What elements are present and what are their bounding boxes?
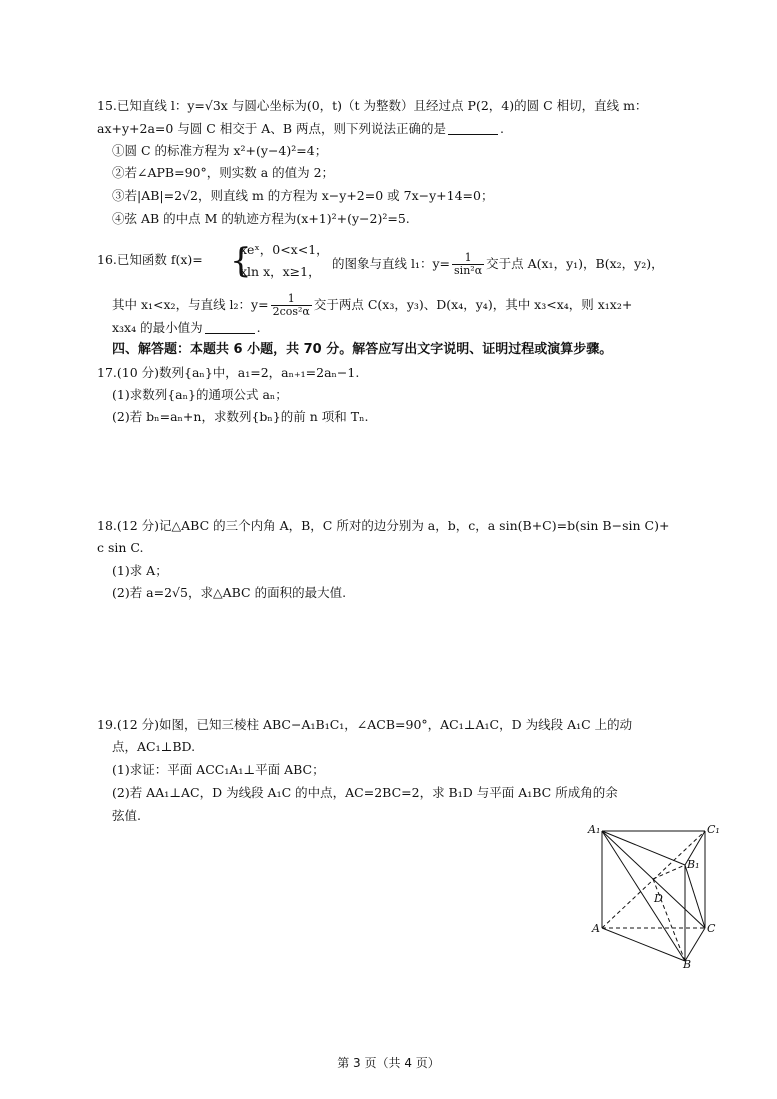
q15-option-4: ④弦 AB 的中点 M 的轨迹方程为(x+1)²+(y−2)²=5.	[112, 211, 410, 226]
q16-l1-tail: 交于点 A(x₁，y₁)，B(x₂，y₂)，	[486, 256, 664, 271]
q16-piece-1: xeˣ，0<x<1，	[240, 242, 329, 257]
q16-frac2-num: 1	[271, 293, 312, 306]
label-a: A	[592, 922, 600, 935]
edge-a1-b	[602, 831, 685, 961]
q18-part2: (2)若 a=2√5，求△ABC 的面积的最大值.	[112, 585, 347, 600]
edge-a1-b1	[602, 831, 685, 865]
q16-fraction-2	[271, 293, 312, 318]
q18-line1: 18.(12 分)记△ABC 的三个内角 A，B，C 所对的边分别为 a，b，c，a sin(B+C)=b(sin B−sin C)+	[97, 518, 670, 533]
edge-d-b1	[653, 865, 685, 879]
q15-line2-end: .	[500, 121, 504, 136]
label-c: C	[707, 922, 716, 935]
q16-frac1-num: 1	[452, 252, 484, 265]
q16-line2	[112, 293, 632, 318]
q15-line2	[97, 121, 504, 137]
q18-part1: (1)求 A；	[112, 563, 168, 578]
q16-l2-text: 其中 x₁<x₂，与直线 l₂：y=	[112, 297, 269, 312]
q16-line3	[112, 320, 261, 336]
q19-line2: 点，AC₁⊥BD.	[112, 739, 196, 754]
edge-b-c	[685, 928, 705, 961]
q15-option-1: ①圆 C 的标准方程为 x²+(y−4)²=4；	[112, 143, 328, 158]
q19-part1: (1)求证：平面 ACC₁A₁⊥平面 ABC；	[112, 762, 325, 777]
q16-frac1-den: sin²α	[454, 264, 483, 277]
q19-part2: (2)若 AA₁⊥AC，D 为线段 A₁C 的中点，AC=2BC=2，求 B₁D 与平面 A₁BC 所成角的余	[112, 785, 618, 800]
q16-line1-rest	[332, 252, 664, 277]
prism-figure	[580, 818, 720, 968]
q16-l3-text: x₃x₄ 的最小值为	[112, 320, 203, 335]
q16-l2-tail: 交于两点 C(x₃，y₃)、D(x₄，y₄)，其中 x₃<x₄，则 x₁x₂+	[313, 297, 633, 312]
q15-line2-text: ax+y+2a=0 与圆 C 相交于 A、B 两点，则下列说法正确的是	[97, 121, 446, 136]
q18-line2: c sin C.	[97, 540, 144, 555]
page-footer: 第 3 页（共 4 页）	[337, 1056, 440, 1070]
q16-piece-2: xln x，x≥1，	[240, 264, 321, 279]
q19-part2-cont: 弦值.	[112, 808, 141, 823]
q17-part1: (1)求数列{aₙ}的通项公式 aₙ；	[112, 387, 288, 402]
q16-answer-blank	[205, 321, 255, 334]
q15-line1: 15.已知直线 l：y=√3x 与圆心坐标为(0，t)（t 为整数）且经过点 P(2，4)的圆 C 相切，直线 m：	[97, 98, 648, 113]
q16-piecewise-brace: {	[230, 241, 252, 281]
label-b: B	[683, 958, 692, 968]
label-a1: A₁	[588, 823, 601, 836]
q17-line1: 17.(10 分)数列{aₙ}中，a₁=2，aₙ₊₁=2aₙ−1.	[97, 365, 360, 380]
label-d: D	[654, 892, 663, 905]
q19-line1: 19.(12 分)如图，已知三棱柱 ABC−A₁B₁C₁，∠ACB=90°，AC₁⊥A₁C，D 为线段 A₁C 上的动	[97, 717, 633, 732]
q16-frac2-den: 2cos²α	[272, 305, 310, 318]
q15-answer-blank	[448, 122, 498, 135]
q15-option-2: ②若∠APB=90°，则实数 a 的值为 2；	[112, 165, 335, 180]
q16-l1-text: 的图象与直线 l₁：y=	[332, 256, 451, 271]
section-4-heading: 四、解答题：本题共 6 小题，共 70 分。解答应写出文字说明、证明过程或演算步骤。	[112, 342, 613, 357]
label-c1: C₁	[707, 823, 720, 836]
q16-lead: 16.已知函数 f(x)=	[97, 252, 203, 267]
edge-a-b	[602, 928, 685, 961]
q16-fraction-1	[452, 252, 484, 277]
q16-l3-end: .	[256, 320, 261, 335]
label-b1: B₁	[687, 858, 700, 871]
q15-option-3: ③若|AB|=2√2，则直线 m 的方程为 x−y+2=0 或 7x−y+14=0；	[112, 188, 494, 203]
q17-part2: (2)若 bₙ=aₙ+n，求数列{bₙ}的前 n 项和 Tₙ.	[112, 409, 369, 424]
